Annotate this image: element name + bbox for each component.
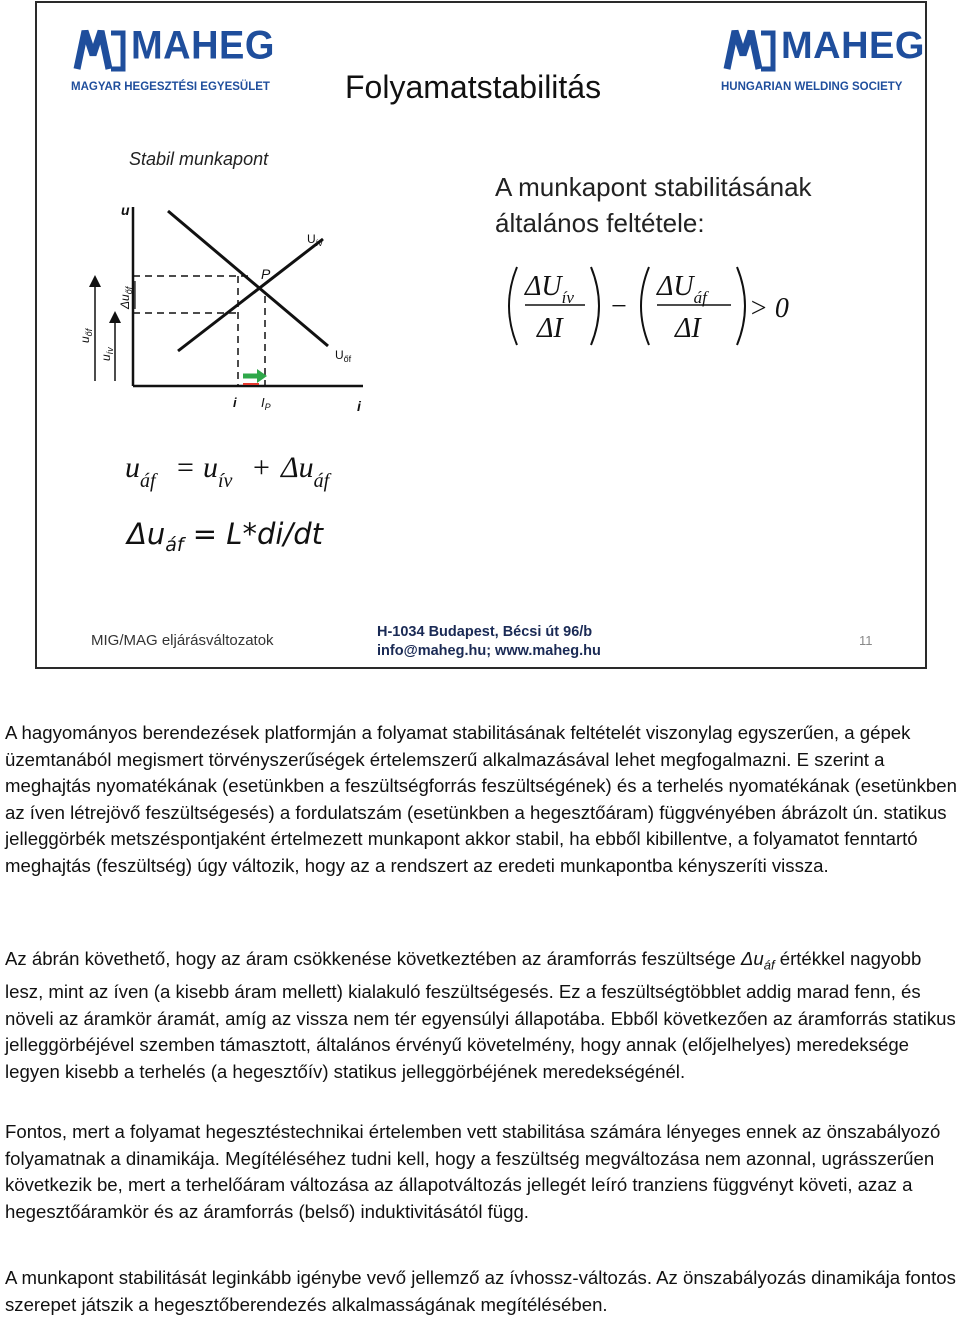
point-label: P (261, 266, 271, 282)
maheg-emblem-icon (721, 25, 777, 73)
voltage-equation (121, 447, 381, 497)
svg-text:+: + (253, 451, 270, 484)
ip-label: $I_P$ (261, 395, 271, 412)
u-iv-label: $u_{ív}$ (99, 347, 115, 361)
source-curve (168, 211, 328, 346)
footer-address: H-1034 Budapest, Bécsi út 96/b info@maheg.hu; www.maheg.hu (377, 624, 601, 659)
slide-title: Folyamatstabilitás (345, 69, 602, 105)
paragraph-2: Az ábrán követhető, hogy az áram csökkenése következtében az áramforrás feszültsége $\Delta u_{áf}$ értékkel nagyobb lesz, mint az íven (a kisebb áram mellett) kialakuló feszültségesés. Ez a feszültségtöbblet addig marad fenn, és növeli az áramkör áramát, amíg az vissza nem tér egyensúlyi állapotába. Ebből következően az áramforrás statikus jelleggörbéjével szemben támasztott, általános érvényű követelmény, hogy annak (előjelhelyes) meredeksége legyen kisebb a terhelés (a hegesztőív) statikus jelleggörbéjének meredekségénél. (5, 948, 956, 1082)
paragraph-1: A hagyományos berendezések platformján a folyamat stabilitásának feltételét viszonylag egyszerűen, a gépek üzemtanából megismert törvényszerűségek értelemszerű alkalmazásával lehet megfogalmazni. E szerint a meghajtás nyomatékának (esetünkben a feszültségforrás feszültségének) és a terhelés nyomatékának (esetünkben az íven létrejövő feszültségesés) a fordulatszám (esetünkben a hegesztőáram) függvényében ábrázolt ún. statikus jelleggörbék metszéspontjaként értelmezett munkapont akkor stabil, ha ebből kibillentve, a folyamatot fenntartó meghajtás (feszültség) úgy változik, hogy az a rendszert az eredeti munkapontba kényszeríti vissza. (5, 722, 957, 876)
minus: − (611, 291, 627, 322)
svg-text:Δuáf: $\Delta u_{áf}$ (281, 451, 330, 492)
delta-u-label: $\Delta u_{őf}$ (118, 286, 134, 309)
condition-line-1: A munkapont stabilitásának (495, 172, 812, 202)
den1: ΔI (537, 313, 563, 344)
paragraph-4: A munkapont stabilitását leginkább igénybe vevő jellemző az ívhossz-változás. Az önszabályozás dinamikája fontos szerepet játszik a hegesztőberendezés alkalmasságának megítélésében. (5, 1267, 956, 1315)
stability-condition-heading (495, 169, 895, 241)
arc-curve (178, 239, 323, 351)
svg-text:uáf: $u_{áf}$ (125, 451, 156, 492)
u-of-label: $u_{őf}$ (78, 328, 94, 343)
y-axis-label: u (121, 202, 130, 218)
num2: $\Delta U_{áf}$ (657, 271, 707, 307)
svg-text:=: = (177, 451, 194, 484)
maheg-logo-right (721, 23, 925, 98)
den2: ΔI (675, 313, 701, 344)
num1: $\Delta U_{ív}$ (525, 271, 574, 307)
footer-left: MIG/MAG eljárásváltozatok (91, 632, 274, 649)
greater-than-zero: > 0 (749, 293, 789, 324)
x-axis-label: i (357, 398, 361, 414)
logo-subtitle: HUNGARIAN WELDING SOCIETY (721, 81, 903, 93)
stable-point-label: Stabil munkapont (129, 149, 269, 169)
logo-wordmark: MAHEG (781, 25, 925, 67)
slide-frame (35, 1, 927, 669)
stability-diagram (73, 181, 373, 421)
page-number: 11 (859, 633, 873, 648)
svg-text:uív: $u_{ív}$ (203, 451, 233, 492)
stability-condition-formula (499, 261, 819, 351)
source-curve-label: $U_{őf}$ (335, 348, 352, 364)
arc-curve-label: $U_{ív}$ (307, 232, 323, 248)
logo-subtitle: MAGYAR HEGESZTÉSI EGYESÜLET (71, 81, 270, 93)
logo-wordmark: MAHEG (131, 23, 275, 69)
delta-voltage-equation: $\Delta u_{áf} = L*di/dt$ (127, 517, 323, 556)
maheg-logo-left (71, 23, 275, 98)
maheg-emblem-icon (71, 25, 127, 73)
paragraph-3: Fontos, mert a folyamat hegesztéstechnikai értelemben vett stabilitása számára lényeges ennek az önszabályozó folyamatnak a dinamikája. Megítéléséhez tudni kell, hogy a feszültség megváltozása nem azonnal, ugrásszerűen következik be, mert a terhelőáram változása az állapotváltozás jellegét leíró tranziens függvényt követi, azaz a hegesztőáramkör és az áramforrás (belső) induktivitásától függ. (5, 1121, 941, 1222)
i-label: i (233, 395, 237, 410)
condition-line-2: általános feltétele: (495, 208, 705, 238)
